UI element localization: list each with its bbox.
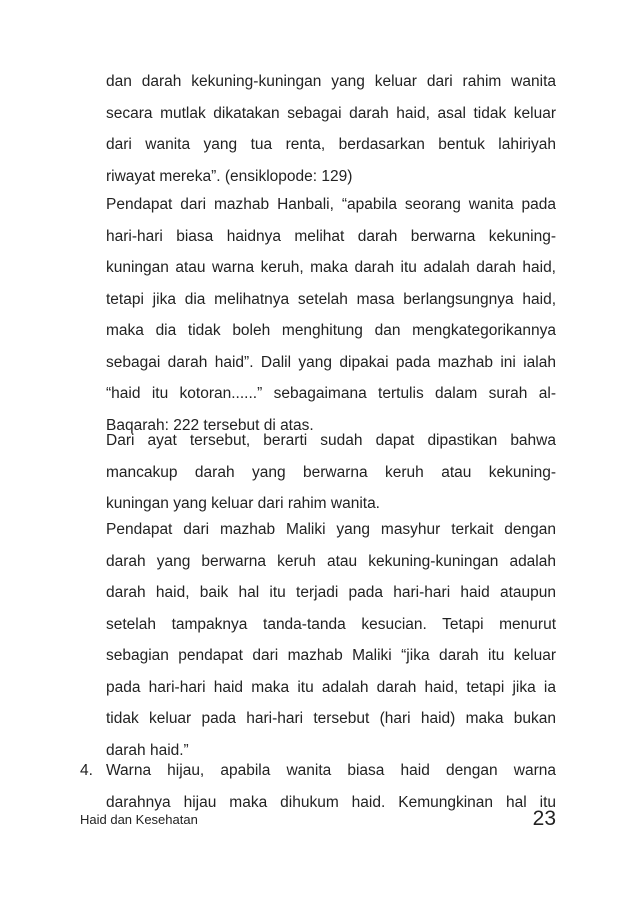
text-line: darah yang berwarna keruh atau kekuning-kuningan adalah (106, 552, 556, 570)
text-line: darah haid.” (106, 741, 189, 759)
text-line: maka dia tidak boleh menghitung dan mengkategorikannya (106, 322, 556, 339)
paragraph-maliki (106, 514, 556, 766)
text-line: sebagai darah haid”. Dalil yang dipakai pada mazhab ini ialah (106, 353, 556, 371)
paragraph-dari-ayat (106, 425, 556, 520)
text-line: Warna hijau, apabila wanita biasa haid dengan warna (106, 762, 556, 779)
paragraph-continuation (106, 66, 556, 192)
text-line: riwayat mereka”. (ensiklopode: 129) (106, 167, 353, 185)
text-line: Baqarah: 222 tersebut di atas. (106, 416, 314, 434)
text-line: mancakup darah yang berwarna keruh atau kekuning- (106, 463, 556, 481)
text-line: tetapi jika dia melihatnya setelah masa berlangsungnya haid, (106, 290, 556, 308)
text-line: kuningan atau warna keruh, maka darah itu adalah darah haid, (106, 259, 556, 276)
text-line: “haid itu kotoran......” sebagaimana tertulis dalam surah al- (106, 385, 556, 402)
page-number: 23 (532, 807, 556, 830)
text-line: dari wanita yang tua renta, berdasarkan bentuk lahiriyah (106, 136, 556, 153)
text-line: Pendapat dari mazhab Maliki yang masyhur terkait dengan (106, 521, 556, 538)
text-line: darahnya hijau maka dihukum haid. Kemungkinan hal itu (106, 793, 556, 811)
text-line: tidak keluar pada hari-hari tersebut (hari haid) maka bukan (106, 710, 556, 727)
text-line: Pendapat dari mazhab Hanbali, “apabila seorang wanita pada (106, 196, 556, 213)
text-line: pada hari-hari haid maka itu adalah darah haid, tetapi jika ia (106, 678, 556, 696)
text-line: kuningan yang keluar dari rahim wanita. (106, 495, 380, 512)
list-number: 4. (80, 762, 93, 779)
text-line: sebagian pendapat dari mazhab Maliki “jika darah itu keluar (106, 647, 556, 664)
text-line: dan darah kekuning-kuningan yang keluar dari rahim wanita (106, 73, 556, 90)
footer-book-title: Haid dan Kesehatan (80, 812, 198, 827)
list-item-4 (106, 755, 556, 818)
text-line: hari-hari biasa haidnya melihat darah berwarna kekuning- (106, 227, 556, 245)
paragraph-hanbali (106, 189, 556, 441)
text-line: setelah tampaknya tanda-tanda kesucian. Tetapi menurut (106, 615, 556, 633)
text-line: secara mutlak dikatakan sebagai darah haid, asal tidak keluar (106, 104, 556, 122)
text-line: Dari ayat tersebut, berarti sudah dapat dipastikan bahwa (106, 432, 556, 449)
text-line: darah haid, baik hal itu terjadi pada hari-hari haid ataupun (106, 584, 556, 601)
